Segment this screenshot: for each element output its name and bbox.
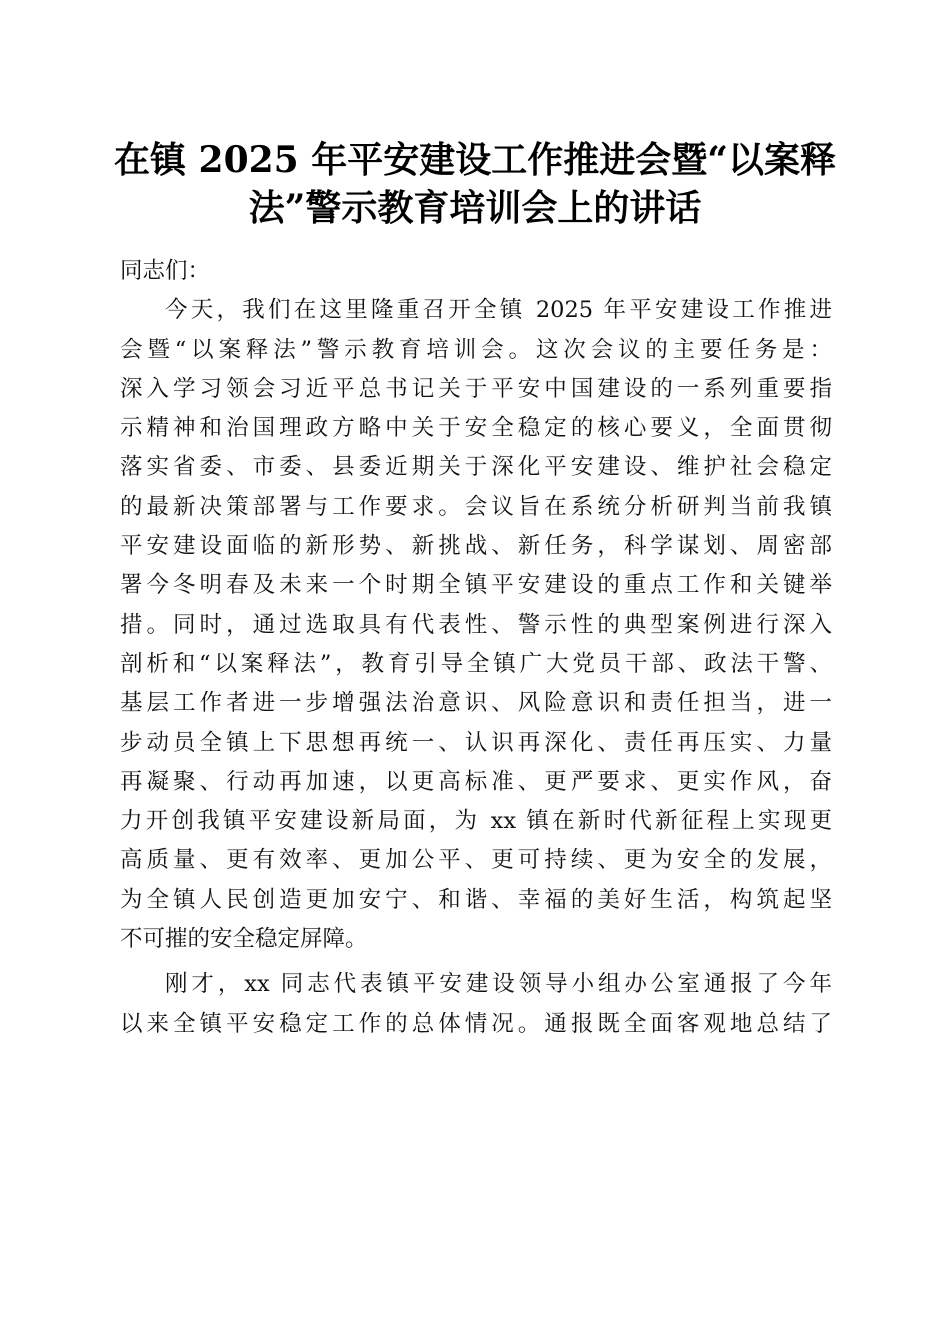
document-title — [100, 136, 850, 232]
paragraph-line: 署今冬明春及未来一个时期全镇平安建设的重点工作和关键举 — [120, 572, 832, 599]
paragraph-line: 不可摧的安全稳定屏障。 — [120, 926, 368, 953]
paragraph-line: 力开创我镇平安建设新局面，为 xx 镇在新时代新征程上实现更 — [120, 808, 832, 835]
paragraph-line: 落实省委、市委、县委近期关于深化平安建设、维护社会稳定 — [120, 454, 832, 481]
paragraph-line: 剖析和“以案释法”，教育引导全镇广大党员干部、政法干警、 — [120, 650, 832, 677]
paragraph-line: 高质量、更有效率、更加公平、更可持续、更为安全的发展， — [120, 847, 832, 874]
paragraph-line: 会暨“以案释法”警示教育培训会。这次会议的主要任务是： — [120, 336, 832, 363]
paragraph-line: 以来全镇平安稳定工作的总体情况。通报既全面客观地总结了 — [120, 1010, 832, 1037]
paragraph-line: 平安建设面临的新形势、新挑战、新任务，科学谋划、周密部 — [120, 533, 832, 560]
paragraph-line: 措。同时，通过选取具有代表性、警示性的典型案例进行深入 — [120, 611, 832, 638]
paragraph-line: 再凝聚、行动再加速，以更高标准、更严要求、更实作风，奋 — [120, 768, 832, 795]
salutation: 同志们： — [120, 258, 211, 284]
title-line: 在镇 2025 年平安建设工作推进会暨“以案释 — [114, 139, 836, 181]
paragraph-line: 为全镇人民创造更加安宁、和谐、幸福的美好生活，构筑起坚 — [120, 886, 832, 913]
paragraph-line: 示精神和治国理政方略中关于安全稳定的核心要义，全面贯彻 — [120, 415, 832, 442]
title-line: 法”警示教育培训会上的讲话 — [248, 187, 702, 229]
paragraph-1 — [120, 291, 832, 959]
paragraph-line: 步动员全镇上下思想再统一、认识再深化、责任再压实、力量 — [120, 729, 832, 756]
document-body — [120, 252, 832, 1044]
paragraph-line: 深入学习领会习近平总书记关于平安中国建设的一系列重要指 — [120, 375, 832, 402]
paragraph-line: 今天，我们在这里隆重召开全镇 2025 年平安建设工作推进 — [165, 297, 832, 324]
paragraph-line: 刚才，xx 同志代表镇平安建设领导小组办公室通报了今年 — [165, 971, 832, 998]
paragraph-2 — [120, 965, 832, 1044]
paragraph-line: 的最新决策部署与工作要求。会议旨在系统分析研判当前我镇 — [120, 493, 832, 520]
paragraph-line: 基层工作者进一步增强法治意识、风险意识和责任担当，进一 — [120, 690, 832, 717]
